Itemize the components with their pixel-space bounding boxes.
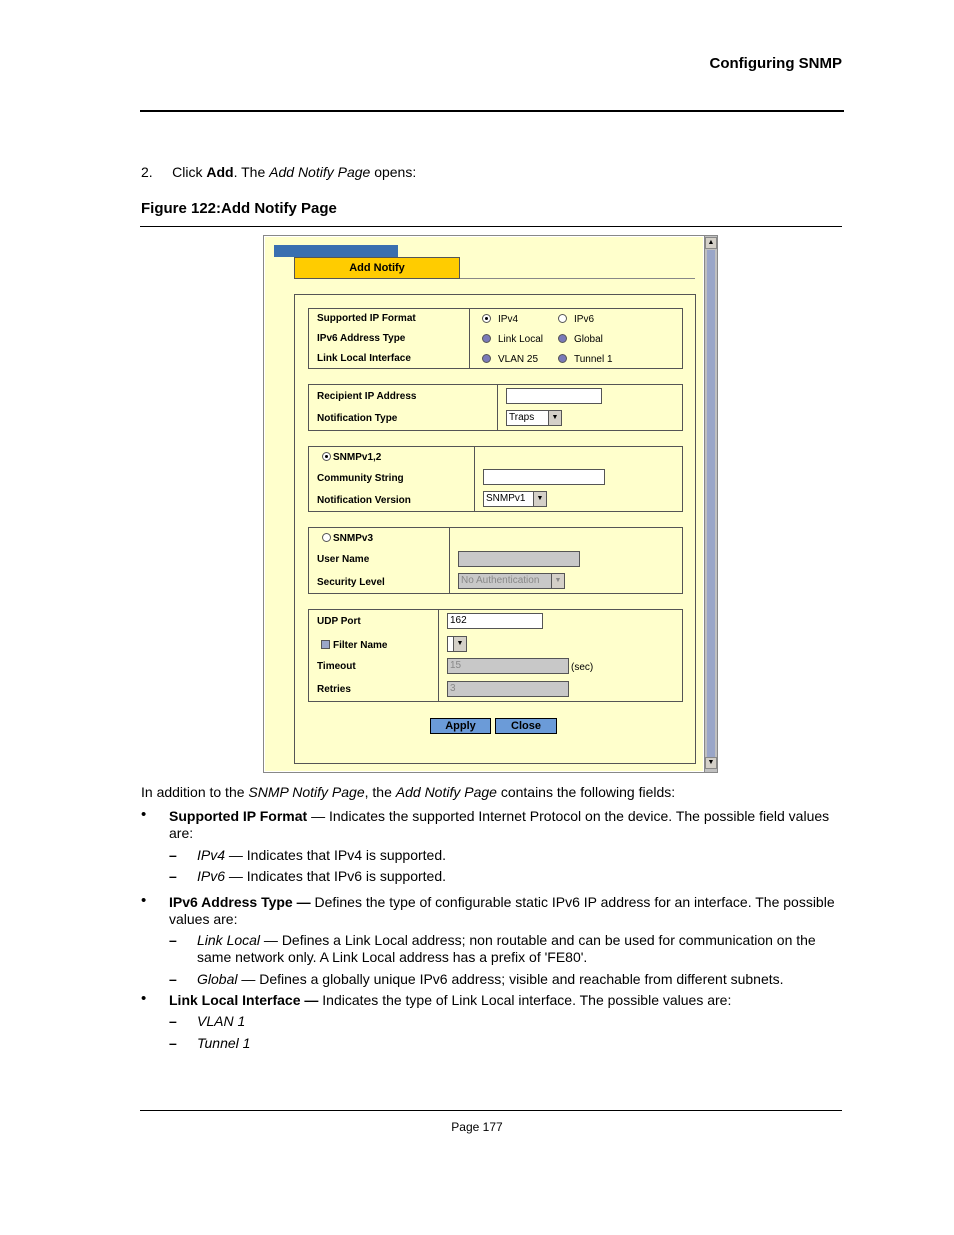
figure-caption: Figure 122:Add Notify Page — [141, 200, 337, 217]
header-rule — [140, 110, 844, 112]
dash-marker: – — [169, 847, 177, 863]
page-canvas — [265, 237, 703, 771]
tab-strip — [274, 245, 398, 257]
tunnel-radio[interactable] — [558, 354, 567, 363]
figure-rule — [140, 226, 842, 227]
notification-type-select[interactable]: Traps ▼ — [506, 410, 562, 426]
notification-version-label: Notification Version — [317, 495, 411, 506]
subitem-tunnel1: Tunnel 1 — [197, 1035, 251, 1051]
community-string-label: Community String — [317, 473, 404, 484]
apply-button[interactable]: Apply — [430, 718, 491, 734]
vlan-option-label: VLAN 25 — [498, 354, 539, 365]
scroll-thumb[interactable] — [707, 250, 715, 758]
bullet-marker: • — [141, 892, 147, 909]
ipv6-option-label: IPv6 — [574, 314, 595, 325]
chevron-down-icon[interactable]: ▼ — [453, 637, 466, 651]
notification-type-label: Notification Type — [317, 413, 398, 424]
footer-rule — [140, 1110, 842, 1111]
dash-marker: – — [169, 932, 177, 948]
chevron-down-icon[interactable]: ▼ — [548, 411, 561, 425]
ip-format-section — [308, 308, 683, 369]
link-local-radio[interactable] — [482, 334, 491, 343]
snmpv12-radio[interactable] — [322, 452, 331, 461]
snmpv3-section — [308, 527, 683, 594]
user-name-input[interactable] — [458, 551, 580, 567]
chevron-down-icon[interactable]: ▼ — [533, 492, 546, 506]
timeout-input[interactable]: 15 — [447, 658, 569, 674]
subitem-ipv6: IPv6 — Indicates that IPv6 is supported. — [197, 868, 447, 884]
security-level-select[interactable]: No Authentication ▼ — [458, 573, 565, 589]
vlan-radio[interactable] — [482, 354, 491, 363]
ipv4-option-label: IPv4 — [498, 314, 519, 325]
ipv4-radio[interactable] — [482, 314, 491, 323]
add-notify-screenshot — [263, 235, 718, 773]
global-radio[interactable] — [558, 334, 567, 343]
bullet-link-local-interface: Link Local Interface — Indicates the type of Link Local interface. The possible values are: — [169, 992, 732, 1008]
tunnel-option-label: Tunnel 1 — [574, 354, 613, 365]
dash-marker: – — [169, 1013, 177, 1029]
recipient-ip-input[interactable] — [506, 388, 602, 404]
snmpv12-label: SNMPv1,2 — [333, 452, 382, 463]
chevron-down-icon[interactable]: ▼ — [551, 574, 564, 588]
header-title: Configuring SNMP — [709, 55, 842, 72]
bullet-ipv6-address-type: IPv6 Address Type — Defines the type of configurable static IPv6 IP address for an interface. The possible values are: — [169, 894, 835, 927]
scroll-up-icon[interactable]: ▲ — [705, 237, 717, 249]
subitem-vlan1: VLAN 1 — [197, 1013, 246, 1029]
retries-label: Retries — [317, 684, 351, 695]
recipient-section — [308, 384, 683, 431]
form-panel — [294, 294, 696, 764]
global-option-label: Global — [574, 334, 603, 345]
tab-add-notify[interactable]: Add Notify — [294, 257, 460, 279]
subitem-global: Global — Defines a globally unique IPv6 address; visible and reachable from different subnets. — [197, 971, 784, 987]
retries-input[interactable]: 3 — [447, 681, 569, 697]
subitem-ipv4: IPv4 — Indicates that IPv4 is supported. — [197, 847, 447, 863]
scroll-down-icon[interactable]: ▼ — [705, 757, 717, 769]
security-level-label: Security Level — [317, 577, 385, 588]
filter-name-checkbox[interactable] — [321, 640, 330, 649]
link-local-option-label: Link Local — [498, 334, 544, 345]
bullet-supported-ip-format: Supported IP Format — Indicates the supported Internet Protocol on the device. The possible field values are: — [169, 808, 830, 841]
link-local-interface-label: Link Local Interface — [317, 353, 411, 364]
udp-section — [308, 609, 683, 702]
tab-underline — [460, 278, 695, 279]
vertical-scrollbar[interactable] — [704, 236, 717, 772]
community-string-input[interactable] — [483, 469, 605, 485]
udp-port-label: UDP Port — [317, 616, 361, 627]
bullet-marker: • — [141, 806, 147, 823]
snmpv12-section — [308, 446, 683, 512]
filter-name-label: Filter Name — [333, 640, 388, 651]
dash-marker: – — [169, 971, 177, 987]
filter-name-select[interactable] — [447, 636, 467, 652]
user-name-label: User Name — [317, 554, 370, 565]
notification-version-select[interactable]: SNMPv1 ▼ — [483, 491, 547, 507]
timeout-unit: (sec) — [571, 662, 594, 673]
snmpv3-label: SNMPv3 — [333, 533, 374, 544]
ipv6-address-type-label: IPv6 Address Type — [317, 333, 406, 344]
supported-ip-format-label: Supported IP Format — [317, 313, 416, 324]
step-2: 2. Click Add. The Add Notify Page opens: — [141, 164, 417, 180]
ipv6-radio[interactable] — [558, 314, 567, 323]
dash-marker: – — [169, 1035, 177, 1051]
snmpv3-radio[interactable] — [322, 533, 331, 542]
timeout-label: Timeout — [317, 661, 356, 672]
page-number: Page 177 — [451, 1120, 503, 1134]
udp-port-input[interactable]: 162 — [447, 613, 543, 629]
subitem-link-local: Link Local — Defines a Link Local address; non routable and can be used for communication on the same network only. A Link Local address has a prefix of 'FE80'. — [197, 932, 816, 965]
bullet-marker: • — [141, 990, 147, 1007]
intro-paragraph: In addition to the SNMP Notify Page, the Add Notify Page contains the following fields: — [141, 784, 676, 800]
recipient-ip-label: Recipient IP Address — [317, 391, 417, 402]
close-button[interactable]: Close — [495, 718, 557, 734]
dash-marker: – — [169, 868, 177, 884]
